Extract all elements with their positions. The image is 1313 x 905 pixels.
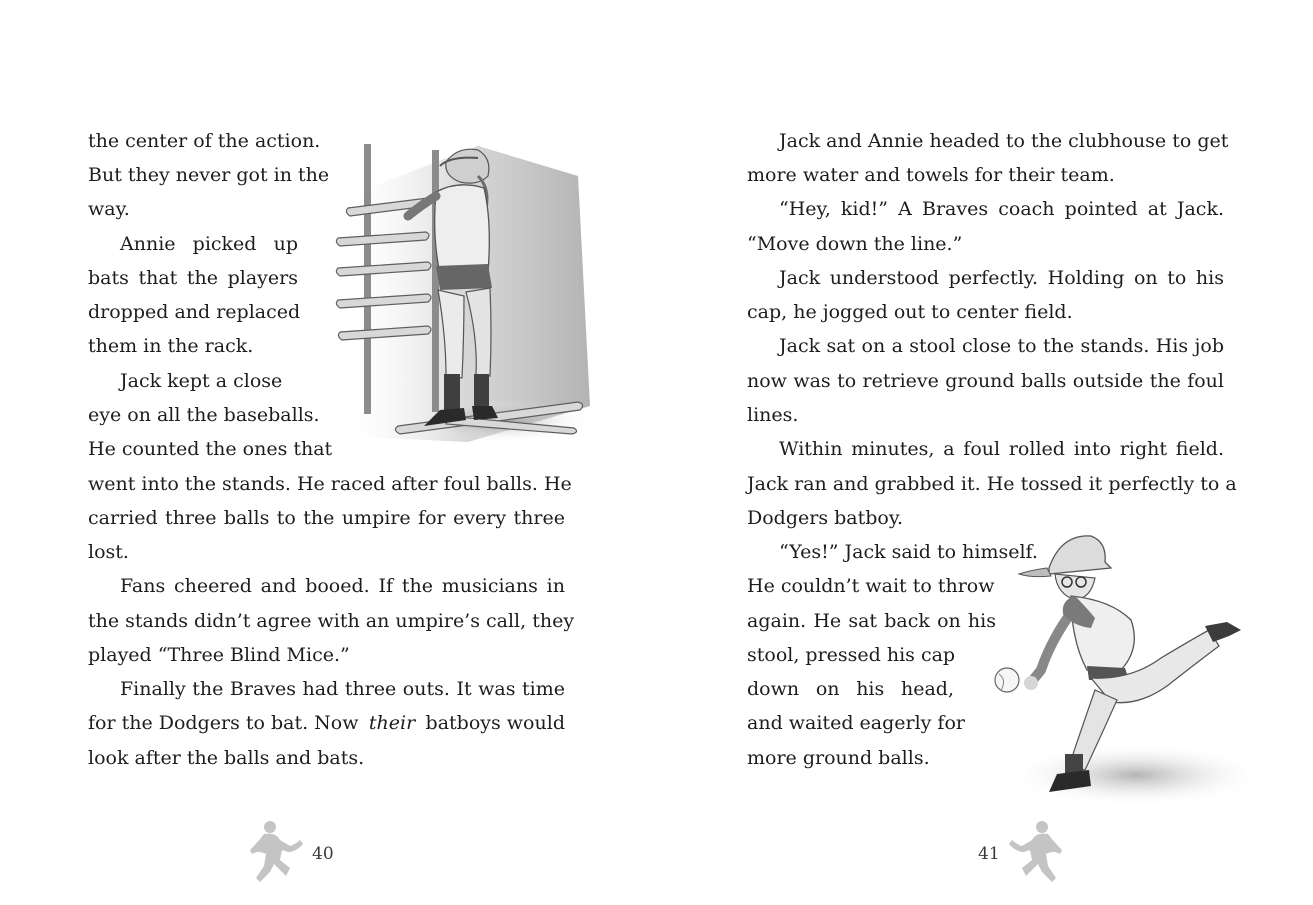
text-line: and waited eagerly for bbox=[747, 712, 965, 734]
text-line: eye on all the baseballs. bbox=[88, 404, 320, 426]
text-line: lines. bbox=[747, 404, 799, 426]
text-line: cap, he jogged out to center field. bbox=[747, 301, 1073, 323]
text-line: “Yes!” Jack said to himself. bbox=[779, 541, 1038, 563]
text-line: Jack ran and grabbed it. He tossed it perfectly to a bbox=[747, 473, 1237, 495]
text-line: look after the balls and bats. bbox=[88, 747, 365, 769]
text-line: He counted the ones that bbox=[88, 438, 333, 460]
text-line: Jack kept a close bbox=[120, 370, 283, 392]
text-line: Jack and Annie headed to the clubhouse to get bbox=[779, 130, 1229, 152]
text-line: Jack understood perfectly. Holding on to his bbox=[779, 267, 1224, 289]
left-page bbox=[0, 0, 656, 905]
text-run: for the Dodgers to bat. Now bbox=[88, 712, 359, 734]
emphasized-word: their bbox=[368, 712, 416, 734]
text-line-mixed bbox=[88, 706, 565, 740]
text-line: way. bbox=[88, 198, 130, 220]
text-line: again. He sat back on his bbox=[747, 610, 996, 632]
text-line: the center of the action. bbox=[88, 130, 321, 152]
text-line: played “Three Blind Mice.” bbox=[88, 644, 350, 666]
text-line: Jack sat on a stool close to the stands. His job bbox=[779, 335, 1224, 357]
text-run: batboys would bbox=[425, 712, 565, 734]
text-line: Dodgers batboy. bbox=[747, 507, 904, 529]
page-number: 40 bbox=[312, 844, 334, 864]
text-line: went into the stands. He raced after foul balls. He bbox=[88, 473, 572, 495]
text-line: Fans cheered and booed. If the musicians in bbox=[120, 575, 565, 597]
text-line: carried three balls to the umpire for every three bbox=[88, 507, 565, 529]
text-line: Within minutes, a foul rolled into right field. bbox=[779, 438, 1224, 460]
page-number: 41 bbox=[978, 844, 1000, 864]
text-line: now was to retrieve ground balls outside the foul bbox=[747, 370, 1224, 392]
text-line: But they never got in the bbox=[88, 164, 330, 186]
text-line: stool, pressed his cap bbox=[747, 644, 956, 666]
girl-at-bat-rack-illustration bbox=[328, 136, 590, 442]
text-line: lost. bbox=[88, 541, 129, 563]
text-line: down on his head, bbox=[747, 678, 954, 700]
boy-throwing-ball-illustration bbox=[991, 530, 1276, 802]
running-player-silhouette-icon bbox=[1004, 820, 1062, 886]
text-line: Finally the Braves had three outs. It was time bbox=[120, 678, 565, 700]
text-line: the stands didn’t agree with an umpire’s call, they bbox=[88, 610, 575, 632]
text-line: “Move down the line.” bbox=[747, 233, 963, 255]
text-line: dropped and replaced bbox=[88, 301, 301, 323]
running-player-silhouette-icon bbox=[250, 820, 308, 886]
text-line: them in the rack. bbox=[88, 335, 254, 357]
text-line: bats that the players bbox=[88, 267, 298, 289]
right-page bbox=[656, 0, 1313, 905]
text-line: more ground balls. bbox=[747, 747, 930, 769]
text-line: Annie picked up bbox=[120, 233, 298, 255]
text-line: He couldn’t wait to throw bbox=[747, 575, 995, 597]
text-line: “Hey, kid!” A Braves coach pointed at Jack. bbox=[779, 198, 1224, 220]
text-line: more water and towels for their team. bbox=[747, 164, 1115, 186]
